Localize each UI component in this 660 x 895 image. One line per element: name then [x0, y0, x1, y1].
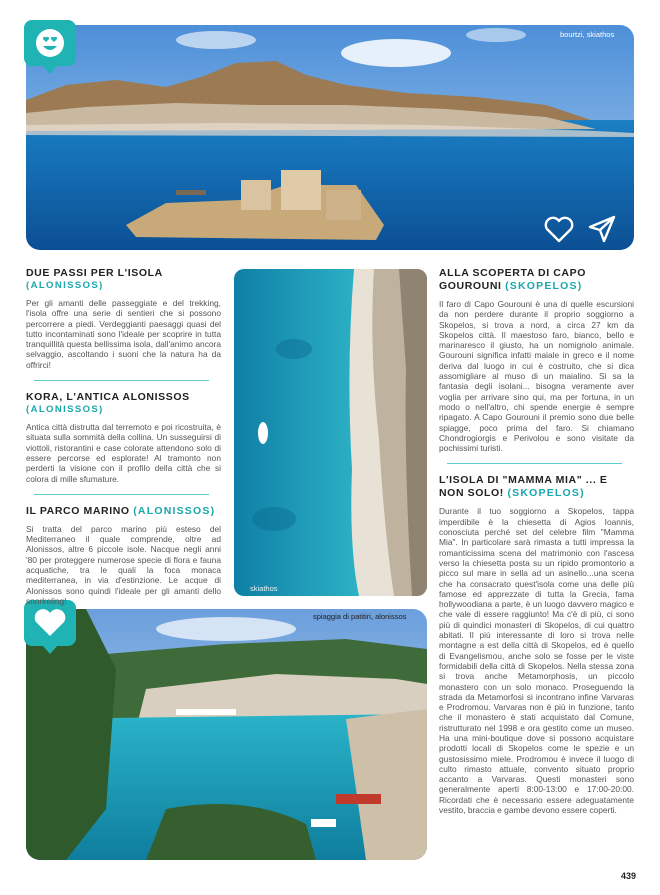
left-column — [26, 267, 221, 606]
section-sub-due-passi: (ALONISSOS) — [26, 280, 104, 291]
divider — [447, 463, 622, 464]
section-title-mamma-mia: L'ISOLA DI "MAMMA MIA" ... E NON SOLO! (SKOPELOS) — [439, 474, 608, 500]
section-text-kora: Antica città distrutta dal terremoto e poi ricostruita, è situata sulla sommità della collina. Un susseguirsi di viottoli, ristorantini e case colorate attendono solo di essere percorse ed esplorate! Al tramonto non perderti la visione con il profilo della città che si colora di mille sfumature. — [26, 422, 221, 484]
divider — [34, 494, 209, 495]
right-column — [439, 267, 634, 815]
heart-outline-icon[interactable] — [543, 216, 575, 244]
section-text-parco-marino: Si tratta del parco marino più esteso del Mediterraneo il quale comprende, oltre ad Alonissos, altre 6 piccole isole. Nacque negli anni '80 per proteggere numerose specie di flora e fauna acquatiche, tra le quali la foca monaca mediterranea, in via d'estinzione. Le acque di Alonissos sono quindi l'ideale per gli amanti dello snorkeling! — [26, 523, 221, 606]
section-title-parco-marino: IL PARCO MARINO (ALONISSOS) — [26, 504, 216, 517]
section-text-capo-gourouni: Il faro di Capo Gourouni è una di quelle escursioni da non perdere durante il proprio soggiorno a Skopelos, si trova a nord, a circa 27 km da Skopelos città. Il maestoso faro, bianco, bello e marinaresco il giusto, ha un nomignolo animale. Gourouni significa infatti maiale in greco e il nome deriva dal luogo in cui è costruito, che si dica assomigliare al muso di un maialino. Si sa la fantasia degli isolani... bisogna veramente aver voglia per arrivare sino qui, ma per fortuna, in un modo o nell'altro, chi spende energie è sempre ripagato. A Capo Gourouni il premio sono due belle spiagge, poco prima del faro. Si chiamano Chondrogiorgis e Perivolou e sono visitate da pochissimi turisti. — [439, 299, 634, 454]
top-photo-caption: bourtzi, skiathos — [560, 30, 615, 39]
section-title-due-passi: DUE PASSI PER L'ISOLA — [26, 267, 163, 279]
middle-photo-beach — [234, 269, 427, 596]
middle-photo-caption: skiathos — [250, 584, 278, 593]
section-title-capo-gourouni: ALLA SCOPERTA DI CAPO GOUROUNI (SKOPELOS) — [439, 267, 586, 292]
page-number: 439 — [620, 871, 636, 881]
section-title-kora: KORA, L'ANTICA ALONISSOS — [26, 391, 190, 404]
send-icon[interactable] — [586, 214, 618, 244]
section-text-mamma-mia: Durante il tuo soggiorno a Skopelos, tappa imperdibile è la chiesetta di Agios Ioannis, conosciuta perché set del celebre film "Mamma Mia". In particolare sarà rimasta a tutti impressa la romanticissima scena del matrimonio con l'ascesa verso la chiesetta posta su un ripido promontorio a picco sul mare in sella ad un asinello...una scena che ha consacrato quest'isola come una delle più famose ed apprezzate di tutta la Grecia, fama hollywoodiana a parte, è un luogo davvero magico e che vale di essere raggiunto! Ma c'è di più, ci sono più di quindici monasteri di Skopelos, di cui quattro abitati. Il più interessante di loro si trova nelle montagne a est della città di Skopelos, ed è quello di Evangelismou, anche solo se fosse per le viste formidabili della città di Skopelos. Nella stessa zona si trova anche Metamorphosis, un piccolo monastero con un solo monaco. Proseguendo la strada da Metamorfosi si incontrano infine Varvaras e Prodromou. Varvaras non è più in funzione, tanto che il monastero è stati acquistato dal Comune, ristrutturato nel 1998 e ora gestito come un museo. Ha una mini-boutique dove si possono acquistare prodotti locali di Skopelos come le spezie e un gustosissimo miele. Prodromou è invece il luogo di culto rimasto attuale, convento situato proprio accanto a Varvaras. Questi monasteri sono generalmente aperti 8:00-13:00 e 17:00-20:00. Ricordati che è necessario essere adeguatamente vestito, braccia e gambe devono essere coperti. — [439, 506, 634, 816]
smiley-heart-eyes-icon — [24, 20, 76, 66]
heart-icon — [24, 600, 76, 646]
divider — [34, 380, 209, 381]
bottom-photo-caption: spiaggia di patitiri, alonissos — [313, 612, 407, 621]
bottom-photo-harbour — [26, 609, 427, 860]
section-sub-kora: (ALONISSOS) — [26, 404, 104, 416]
section-text-due-passi: Per gli amanti delle passeggiate e del trekking, l'isola offre una serie di sentieri che si possono percorrere a piedi. Verdeggianti paesaggi quasi del tutto incontaminati sono l'ideale per scoprire in tutta tranquillità questa bellissima isola, dall'animo ancora selvaggio, ascoltando i suoni che la natura ha da offrirci! — [26, 298, 221, 370]
